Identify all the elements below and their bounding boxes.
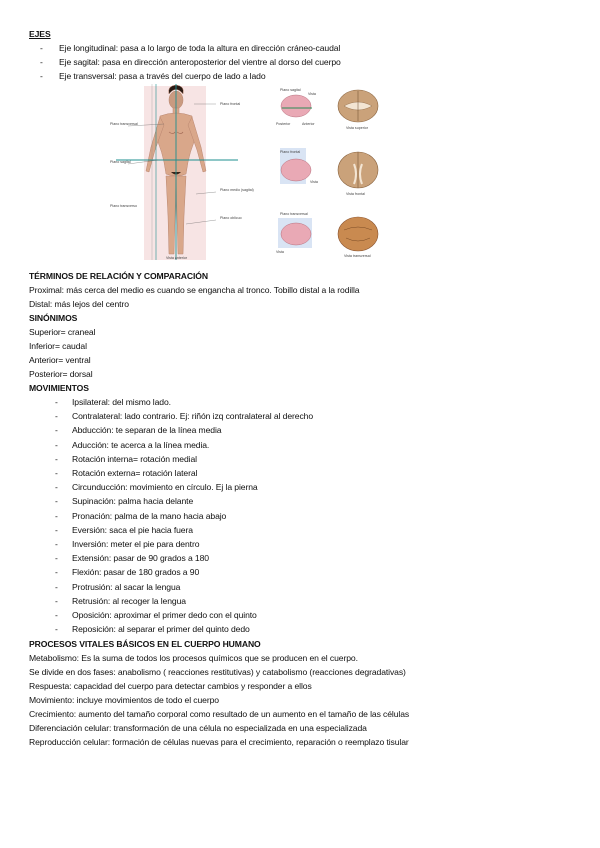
movimientos-item: Retrusión: al recoger la lengua xyxy=(72,595,186,606)
bullet-dash: - xyxy=(40,43,43,53)
movimientos-item: Rotación interna= rotación medial xyxy=(72,453,197,464)
sinonimos-line: Inferior= caudal xyxy=(29,341,87,351)
anatomical-body-illustration xyxy=(108,84,268,264)
ejes-heading: EJES xyxy=(29,29,51,39)
sinonimos-heading: SINÓNIMOS xyxy=(29,313,78,323)
bullet-dash: - xyxy=(55,397,58,407)
label-plano-oblicuo: Plano oblicuo xyxy=(220,216,242,220)
brain-label-vista: Vista xyxy=(310,180,318,184)
brain-label-plano-sagital: Plano sagital xyxy=(280,88,301,92)
procesos-line: Se divide en dos fases: anabolismo ( reacciones restitutivas) y catabolismo (reacciones degradativas) xyxy=(29,667,406,677)
movimientos-heading: MOVIMIENTOS xyxy=(29,383,89,393)
bullet-dash: - xyxy=(55,595,58,606)
body-planes-figure xyxy=(108,84,268,264)
bullet-dash: - xyxy=(55,610,58,620)
procesos-line: Crecimiento: aumento del tamaño corporal como resultado de un aumento en el tamaño de las células xyxy=(29,709,410,719)
brain-label-vista-superior: Vista superior xyxy=(346,126,368,130)
bullet-dash: - xyxy=(55,581,58,592)
brain-label-vista: Vista xyxy=(276,250,284,254)
procesos-line: Movimiento: incluye movimientos de todo el cuerpo xyxy=(29,695,219,705)
movimientos-item: Protrusión: al sacar la lengua xyxy=(72,581,181,592)
bullet-dash: - xyxy=(55,567,58,578)
brain-label-vista-transversal: Vista transversal xyxy=(344,254,371,258)
movimientos-item: Inversión: meter el pie para dentro xyxy=(72,539,200,549)
terminos-line-proximal: Proximal: más cerca del medio es cuando se engancha al tronco. Tobillo distal a la rodilla xyxy=(29,285,360,295)
procesos-line: Reproducción celular: formación de células nuevas para el crecimiento, reparación o reemplazo tisular xyxy=(29,737,409,747)
movimientos-item: Extensión: pasar de 90 grados a 180 xyxy=(72,553,209,564)
bullet-dash: - xyxy=(55,425,58,436)
brain-label-anterior: Anterior xyxy=(302,122,315,126)
movimientos-item: Flexión: pasar de 180 grados a 90 xyxy=(72,567,200,578)
movimientos-item: Ipsilateral: del mismo lado. xyxy=(72,397,171,407)
procesos-line: Respuesta: capacidad del cuerpo para detectar cambios y responder a ellos xyxy=(29,681,312,691)
label-plano-transverso: Plano transverso xyxy=(110,204,137,208)
movimientos-item: Supinación: palma hacia delante xyxy=(72,496,194,507)
bullet-dash: - xyxy=(55,482,58,493)
movimientos-item: Contralateral: lado contrario. Ej: riñón izq contralateral al derecho xyxy=(72,411,314,422)
movimientos-item: Reposición: al separar el primer del quinto dedo xyxy=(72,624,250,635)
terminos-heading: TÉRMINOS DE RELACIÓN Y COMPARACIÓN xyxy=(29,271,208,281)
brain-label-posterior: Posterior xyxy=(276,122,291,126)
bullet-dash: - xyxy=(55,524,58,535)
ejes-item-transversal: Eje transversal: pasa a través del cuerpo de lado a lado xyxy=(59,71,266,81)
movimientos-item: Pronación: palma de la mano hacia abajo xyxy=(72,510,227,521)
bullet-dash: - xyxy=(40,57,43,67)
brain-sections-figure xyxy=(274,84,386,264)
terminos-line-distal: Distal: más lejos del centro xyxy=(29,299,129,309)
movimientos-item: Eversión: saca el pie hacia fuera xyxy=(72,524,193,535)
ejes-item-sagital: Eje sagital: pasa en dirección anteroposterior del vientre al dorso del cuerpo xyxy=(59,57,341,67)
label-plano-frontal: Plano frontal xyxy=(220,102,241,106)
movimientos-item: Circunducción: movimiento en círculo. Ej la pierna xyxy=(72,482,258,493)
sinonimos-line: Superior= craneal xyxy=(29,327,96,337)
ejes-item-longitudinal: Eje longitudinal: pasa a lo largo de toda la altura en dirección cráneo-caudal xyxy=(59,43,341,53)
bullet-dash: - xyxy=(55,411,58,422)
label-vista-anterior: Vista anterior xyxy=(166,256,188,260)
brain-label-vista: Vista xyxy=(308,92,316,96)
bullet-dash: - xyxy=(55,439,58,450)
procesos-heading: PROCESOS VITALES BÁSICOS EN EL CUERPO HUMANO xyxy=(29,639,261,649)
sinonimos-line: Anterior= ventral xyxy=(29,355,91,365)
sinonimos-line: Posterior= dorsal xyxy=(29,369,93,379)
brain-sections-illustration xyxy=(274,84,386,264)
movimientos-item: Rotación externa= rotación lateral xyxy=(72,468,198,478)
bullet-dash: - xyxy=(55,453,58,464)
bullet-dash: - xyxy=(55,496,58,507)
label-plano-sagital: Plano sagital xyxy=(110,160,131,164)
procesos-line: Metabolismo: Es la suma de todos los procesos químicos que se producen en el cuerpo. xyxy=(29,653,358,663)
brain-label-vista-frontal: Vista frontal xyxy=(346,192,365,196)
movimientos-item: Aducción: te acerca a la línea media. xyxy=(72,439,210,450)
bullet-dash: - xyxy=(40,71,43,81)
bullet-dash: - xyxy=(55,539,58,549)
bullet-dash: - xyxy=(55,553,58,564)
label-plano-medio: Plano medio (sagital) xyxy=(220,188,254,192)
brain-label-plano-transversal: Plano transversal xyxy=(280,212,308,216)
procesos-line: Diferenciación celular: transformación de una célula no especializada en una especializada xyxy=(29,723,367,733)
bullet-dash: - xyxy=(55,468,58,478)
label-plano-transversal: Plano transversal xyxy=(110,122,138,126)
bullet-dash: - xyxy=(55,510,58,521)
bullet-dash: - xyxy=(55,624,58,635)
movimientos-item: Abducción: te separan de la línea media xyxy=(72,425,222,436)
movimientos-item: Oposición: aproximar el primer dedo con el quinto xyxy=(72,610,257,620)
brain-label-plano-frontal: Plano frontal xyxy=(280,150,301,154)
